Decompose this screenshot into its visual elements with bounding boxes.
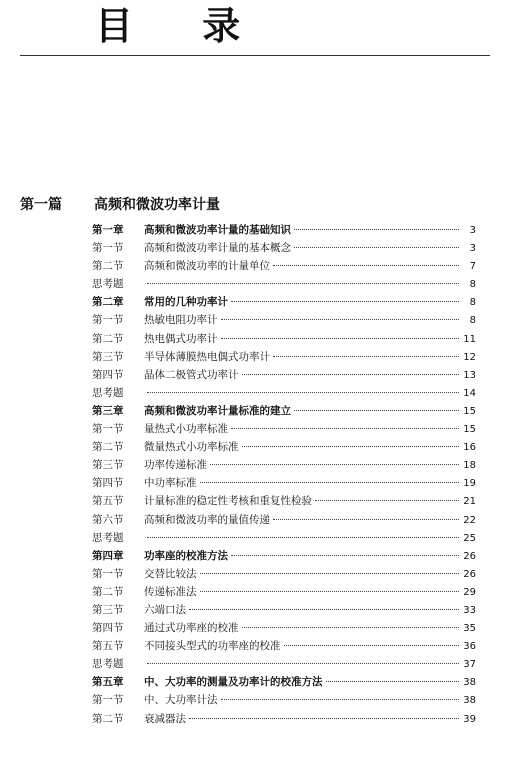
toc-section-entry <box>92 619 476 637</box>
toc-entry-title: 功率座的校准方法 <box>144 549 228 562</box>
dot-leader <box>210 464 459 465</box>
toc-entry-title: 传递标准法 <box>144 585 197 598</box>
toc-entry-label: 第三章 <box>92 404 124 417</box>
toc-entry-title: 微量热式小功率标准 <box>144 441 239 454</box>
toc-entry-label: 第二节 <box>92 260 124 273</box>
dot-leader <box>221 338 460 339</box>
dot-leader <box>147 283 459 284</box>
toc-entry-label: 第三节 <box>92 350 124 363</box>
dot-leader <box>221 699 460 700</box>
toc-page-number: 12 <box>463 351 476 363</box>
toc-entry-label: 第二章 <box>92 296 124 309</box>
toc-entry-label: 第一节 <box>92 314 124 327</box>
dot-leader <box>147 537 459 538</box>
toc-entry-label: 第五章 <box>92 676 124 689</box>
toc-page-number: 38 <box>463 695 476 707</box>
toc-section-entry <box>92 474 476 492</box>
toc-page-number: 36 <box>463 641 476 653</box>
toc-section-entry <box>92 275 476 293</box>
toc-entry-label: 第三节 <box>92 459 124 472</box>
toc-section-entry <box>92 565 476 583</box>
part-heading <box>20 196 490 214</box>
toc-chapter-entry <box>92 402 476 420</box>
toc-entry-title: 高频和微波功率计量的基本概念 <box>144 242 291 255</box>
toc-chapter-entry <box>92 221 476 239</box>
toc-section-entry <box>92 529 476 547</box>
toc-entry-title: 功率传递标准 <box>144 459 207 472</box>
dot-leader <box>189 718 459 719</box>
toc-entry-title: 通过式功率座的校准 <box>144 622 239 635</box>
toc-entry-title: 半导体薄膜热电偶式功率计 <box>144 350 270 363</box>
dot-leader <box>242 374 460 375</box>
toc-page-number: 39 <box>463 713 476 725</box>
toc-entry-title: 高频和微波功率计量标准的建立 <box>144 404 291 417</box>
dot-leader <box>284 645 460 646</box>
toc-entry-title: 热敏电阻功率计 <box>144 314 218 327</box>
dot-leader <box>231 555 459 556</box>
toc-section-entry <box>92 330 476 348</box>
toc-entry-label: 思考题 <box>92 658 124 671</box>
toc-entry-label: 第五节 <box>92 495 124 508</box>
toc-entry-label: 思考题 <box>92 386 124 399</box>
toc-entry-label: 思考题 <box>92 531 124 544</box>
toc-page-number: 33 <box>463 604 476 616</box>
page-title: 目 录 <box>95 3 269 48</box>
toc-section-entry <box>92 366 476 384</box>
toc-section-entry <box>92 456 476 474</box>
toc-section-entry <box>92 239 476 257</box>
toc-page-number: 19 <box>463 478 476 490</box>
toc-entry-label: 第一节 <box>92 694 124 707</box>
toc-page-number: 8 <box>469 315 476 327</box>
toc-entry-title: 高频和微波功率计量的基础知识 <box>144 224 291 236</box>
toc-entry-title: 热电偶式功率计 <box>144 332 218 345</box>
toc-section-entry <box>92 601 476 619</box>
dot-leader <box>242 446 460 447</box>
toc-section-entry <box>92 311 476 329</box>
toc-entry-label: 第五节 <box>92 640 124 653</box>
dot-leader <box>294 410 459 411</box>
toc-entry-label: 第一章 <box>92 224 124 236</box>
dot-leader <box>189 609 459 610</box>
toc-page-number: 35 <box>463 623 476 635</box>
toc-entry-title: 不同接头型式的功率座的校准 <box>144 640 281 653</box>
toc-page-number: 38 <box>463 677 476 689</box>
toc-entry-label: 第六节 <box>92 513 124 526</box>
toc-page-number: 15 <box>463 405 476 417</box>
toc-entry-title: 中功率标准 <box>144 477 197 490</box>
toc-entry-label: 第二节 <box>92 712 124 725</box>
dot-leader <box>294 229 459 230</box>
toc-page-number: 8 <box>469 279 476 291</box>
title-rule <box>20 55 490 56</box>
toc-page-number: 14 <box>463 387 476 399</box>
dot-leader <box>273 519 459 520</box>
dot-leader <box>147 392 459 393</box>
toc-entry-label: 第一节 <box>92 423 124 436</box>
toc-entry-title: 交替比较法 <box>144 567 197 580</box>
toc-chapter-entry <box>92 547 476 565</box>
toc-entry-label: 第四章 <box>92 549 124 562</box>
dot-leader <box>273 356 459 357</box>
toc-page-number: 16 <box>463 442 476 454</box>
dot-leader <box>200 573 460 574</box>
dot-leader <box>273 265 459 266</box>
toc-entry-title: 中、大功率计法 <box>144 694 218 707</box>
toc-entry-title: 高频和微波功率的计量单位 <box>144 260 270 273</box>
toc-page-number: 29 <box>463 586 476 598</box>
toc-page-number: 22 <box>463 514 476 526</box>
toc-entry-label: 第一节 <box>92 567 124 580</box>
toc-entry-title: 六端口法 <box>144 603 186 616</box>
dot-leader <box>221 319 460 320</box>
toc-entry-label: 第四节 <box>92 368 124 381</box>
toc-page-number: 26 <box>463 550 476 562</box>
table-of-contents <box>92 221 476 728</box>
toc-chapter-entry <box>92 293 476 311</box>
dot-leader <box>242 627 460 628</box>
toc-section-entry <box>92 637 476 655</box>
dot-leader <box>231 428 459 429</box>
toc-chapter-entry <box>92 673 476 691</box>
toc-page-number: 11 <box>463 333 476 345</box>
dot-leader <box>200 482 460 483</box>
toc-section-entry <box>92 655 476 673</box>
toc-page-number: 7 <box>469 261 476 273</box>
dot-leader <box>294 247 459 248</box>
toc-page-number: 21 <box>463 496 476 508</box>
toc-section-entry <box>92 438 476 456</box>
toc-entry-title: 高频和微波功率的量值传递 <box>144 513 270 526</box>
toc-page-number: 3 <box>469 243 476 255</box>
toc-entry-title: 衰减器法 <box>144 712 186 725</box>
toc-entry-label: 第一节 <box>92 242 124 255</box>
toc-entry-title: 量热式小功率标准 <box>144 423 228 436</box>
toc-section-entry <box>92 492 476 510</box>
part-label: 第一篇 <box>20 197 62 213</box>
toc-entry-label: 第四节 <box>92 622 124 635</box>
toc-entry-title: 中、大功率的测量及功率计的校准方法 <box>144 676 323 689</box>
toc-section-entry <box>92 420 476 438</box>
toc-entry-title: 晶体二极管式功率计 <box>144 368 239 381</box>
toc-page-number: 15 <box>463 424 476 436</box>
toc-section-entry <box>92 257 476 275</box>
dot-leader <box>200 591 460 592</box>
toc-page-number: 37 <box>463 659 476 671</box>
toc-page-number: 13 <box>463 369 476 381</box>
dot-leader <box>315 500 459 501</box>
toc-section-entry <box>92 511 476 529</box>
toc-section-entry <box>92 348 476 366</box>
toc-entry-label: 第三节 <box>92 603 124 616</box>
toc-page-number: 8 <box>469 297 476 309</box>
dot-leader <box>326 681 460 682</box>
toc-page-number: 25 <box>463 532 476 544</box>
toc-section-entry <box>92 384 476 402</box>
toc-entry-title: 常用的几种功率计 <box>144 296 228 309</box>
dot-leader <box>147 663 459 664</box>
toc-entry-label: 思考题 <box>92 278 124 291</box>
toc-page-number: 18 <box>463 460 476 472</box>
toc-entry-label: 第二节 <box>92 585 124 598</box>
toc-section-entry <box>92 710 476 728</box>
toc-entry-label: 第二节 <box>92 441 124 454</box>
toc-entry-title: 计量标准的稳定性考核和重复性检验 <box>144 495 312 508</box>
toc-page-number: 3 <box>469 225 476 236</box>
toc-section-entry <box>92 583 476 601</box>
toc-section-entry <box>92 691 476 709</box>
toc-page-number: 26 <box>463 568 476 580</box>
part-title: 高频和微波功率计量 <box>94 197 220 213</box>
dot-leader <box>231 301 459 302</box>
toc-entry-label: 第四节 <box>92 477 124 490</box>
toc-entry-label: 第二节 <box>92 332 124 345</box>
